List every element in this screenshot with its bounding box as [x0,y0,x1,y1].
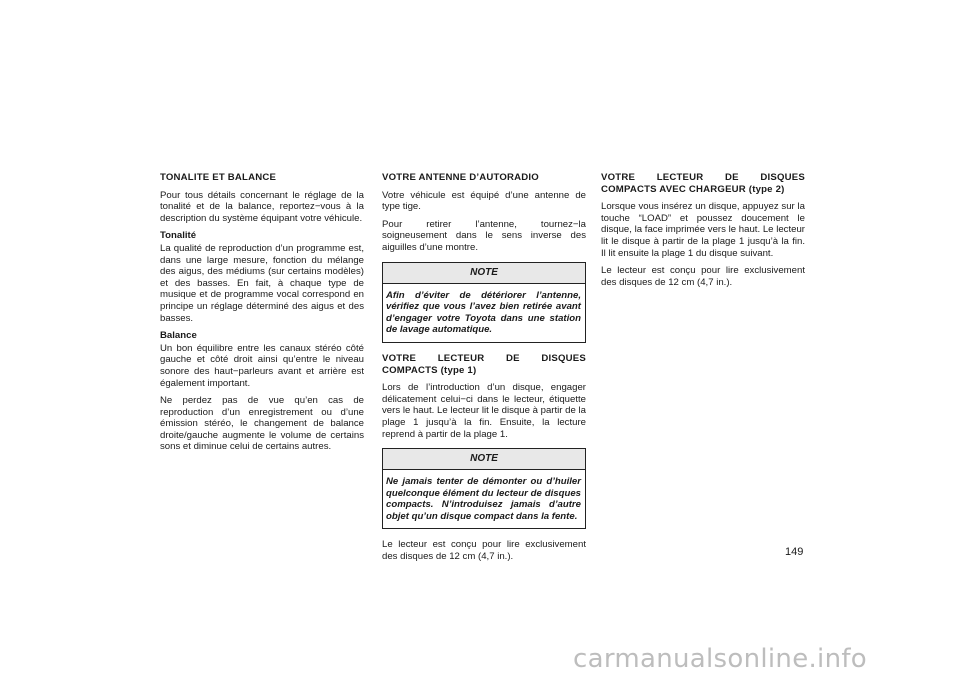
note-text-antenna: Afin d’éviter de détériorer l’antenne, vérifiez que vous l’avez bien retirée avant d’engager votre Toyota dans une station de lavage automatique. [386,289,581,336]
section-heading-cd-type1: VOTRE LECTEUR DE DISQUES COMPACTS (type 1) [382,352,586,376]
cd-type2-paragraph: Lorsque vous insérez un disque, appuyez sur la touche “LOAD” et poussez doucement le disque, la face imprimée vers le haut. Le lecteur lit le disque à partir de la plage 1 jusqu’à la fin. Il lit ensuite la plage 1 du disque suivant. [601,201,805,259]
section-heading-cd-type2: VOTRE LECTEUR DE DISQUES COMPACTS AVEC CHARGEUR (type 2) [601,172,805,195]
column-cd-changer [601,172,805,294]
note-box-cd [382,448,586,529]
note-title: NOTE [383,449,585,470]
column-tone-balance [160,172,364,459]
note-title: NOTE [383,263,585,284]
section-heading-tone-balance: TONALITE ET BALANCE [160,172,277,183]
cd-type2-disc-size-paragraph: Le lecteur est conçu pour lire exclusivement des disques de 12 cm (4,7 in.). [601,265,805,288]
watermark: carmanualsonline.info [573,644,868,674]
note-box-antenna [382,262,586,343]
cd-type1-paragraph: Lors de l’introduction d’un disque, engager délicatement celui−ci dans le lecteur, étiquette vers le haut. Le lecteur lit le disque à partir de la plage 1 jusqu’à la fin. Ensuite, la lecture reprend à partir de la plage 1. [382,382,586,440]
column-antenna-cd [382,172,586,569]
note-text-cd: Ne jamais tenter de démonter ou d’huiler quelconque élément du lecteur de disques compacts. N’introduisez jamais d’autre objet qu’un disque compact dans la fente. [386,476,581,522]
cd-type1-disc-size-paragraph: Le lecteur est conçu pour lire exclusivement des disques de 12 cm (4,7 in.). [382,539,586,563]
balance-paragraph-1: Un bon équilibre entre les canaux stéréo côté gauche et côté droit ainsi qu’entre le niveau sonore des haut−parleurs avant et arrière est également important. [160,342,364,389]
subheading-balance: Balance [160,330,197,342]
balance-paragraph-2: Ne perdez pas de vue qu’en cas de reproduction d’un enregistrement ou d’une émission stéréo, le changement de balance droite/gauche augmente le volume de certains sons et diminue celui de certains autres. [160,395,364,453]
section-heading-antenna: VOTRE ANTENNE D’AUTORADIO [382,172,539,183]
page-number: 149 [785,546,804,558]
intro-paragraph: Pour tous détails concernant le réglage de la tonalité et de la balance, reportez−vous à la description du système équipant votre véhicule. [160,189,364,224]
antenna-paragraph-2: Pour retirer l’antenne, tournez−la soigneusement dans le sens inverse des aiguilles d’une montre. [382,218,586,253]
tonalite-paragraph: La qualité de reproduction d’un programme est, dans une large mesure, fonction du mélange des aigus, des médiums (sur certains modèles) et des basses. En fait, à chaque type de musique et de programme vocal correspond en principe un réglage déterminé des aigus et des basses. [160,242,364,324]
antenna-paragraph-1: Votre véhicule est équipé d’une antenne de type tige. [382,189,586,213]
subheading-tonalite: Tonalité [160,230,197,242]
